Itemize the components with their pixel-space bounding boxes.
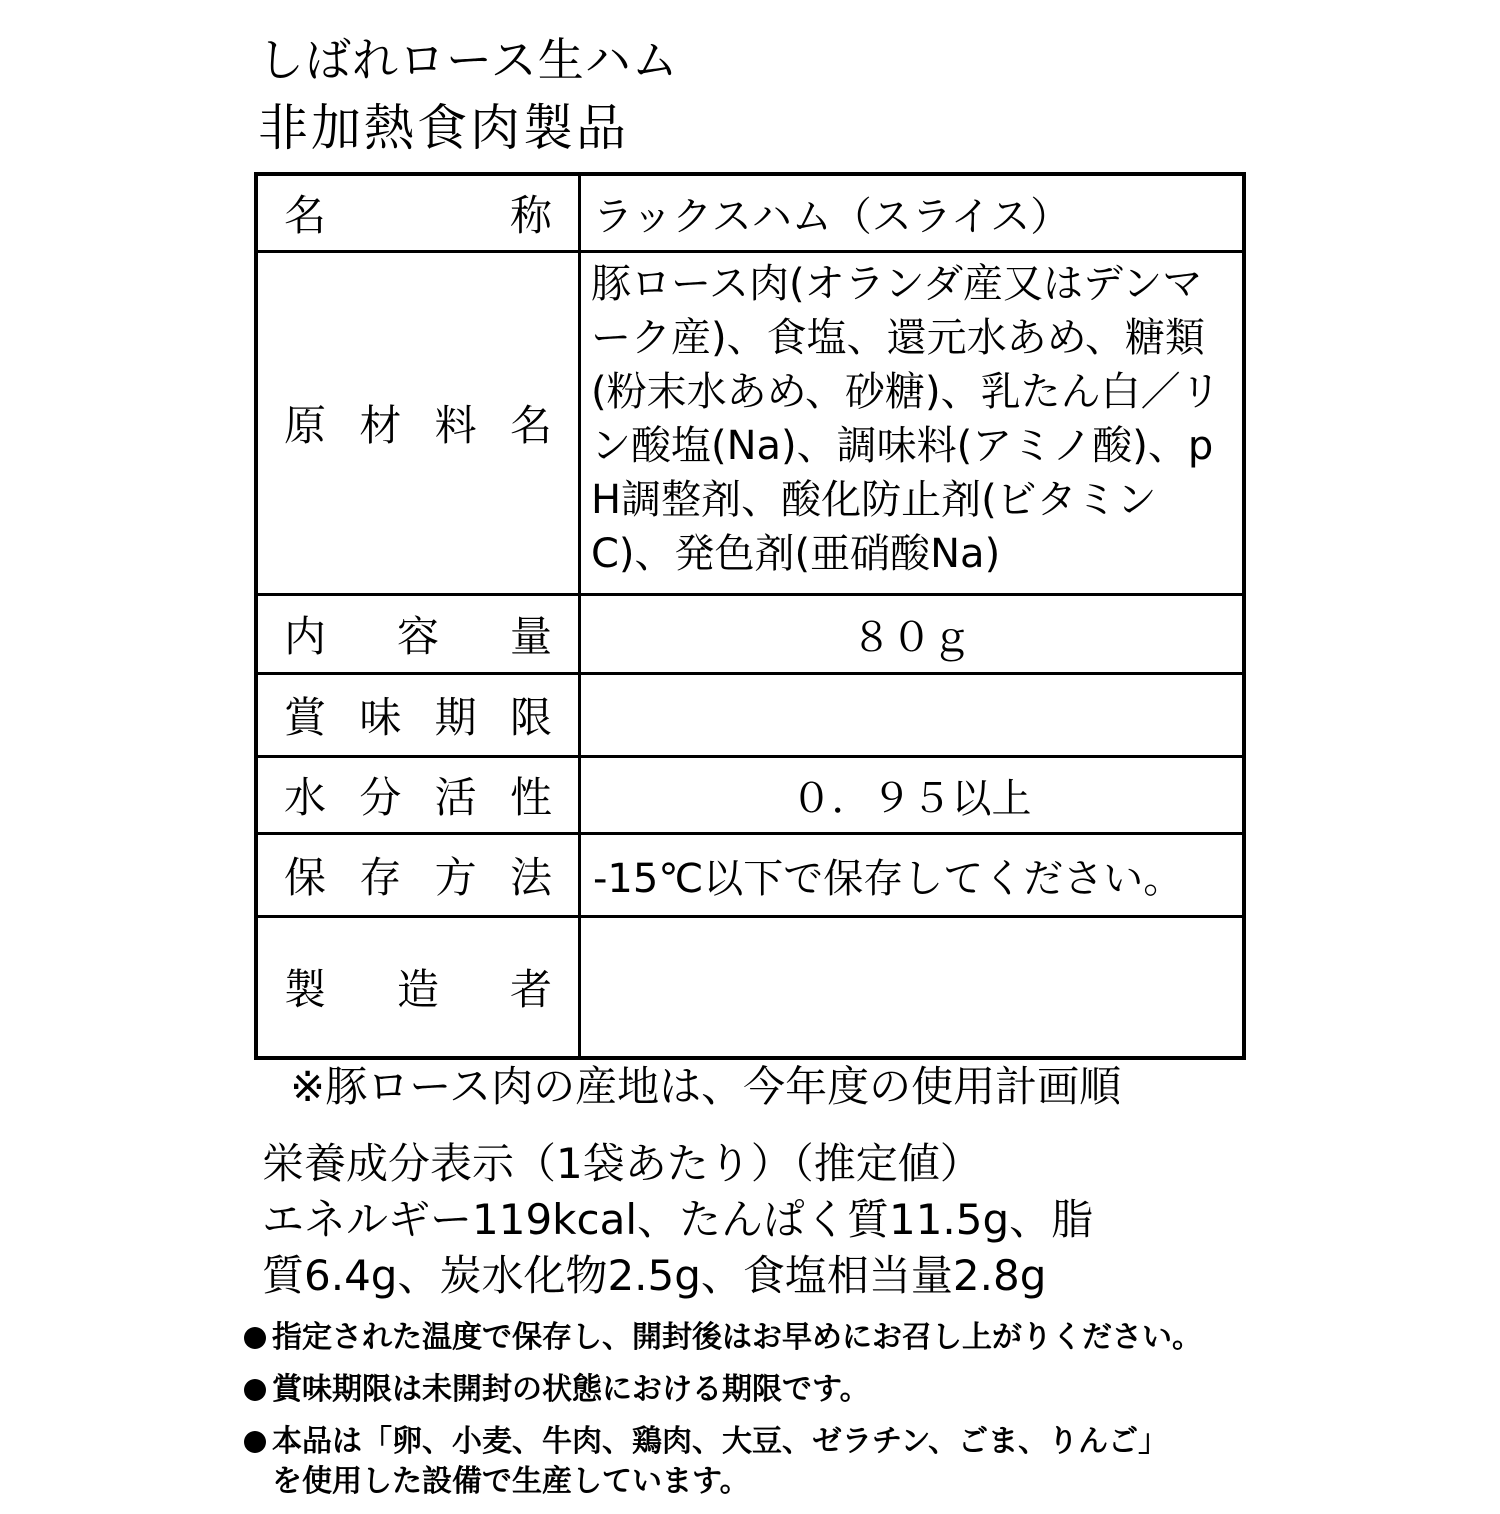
value-name: ラックスハム（スライス）	[580, 174, 1245, 252]
value-expiry	[580, 674, 1245, 757]
nutrition-facts	[262, 1136, 1252, 1304]
label-expiry: 賞味期限	[256, 674, 580, 757]
caution-text	[272, 1422, 1168, 1502]
caution-text: 指定された温度で保存し、開封後はお早めにお召し上がりください。	[272, 1320, 1202, 1355]
bullet-dot-icon	[244, 1431, 266, 1453]
value-ingredients: 豚ロース肉(オランダ産又はデンマーク産)、食塩、還元水あめ、糖類(粉末水あめ、砂糖)、乳たん白／リン酸塩(Na)、調味料(アミノ酸)、pH調整剤、酸化防止剤(ビタミンC)、発色剤(亜硝酸Na)	[580, 252, 1245, 595]
label-content: 内 容 量	[256, 595, 580, 674]
product-category: 非加熱食肉製品	[258, 99, 629, 157]
value-content: ８０ｇ	[580, 595, 1245, 674]
table-row-water-activity	[256, 757, 1244, 834]
table-row-storage	[256, 834, 1244, 917]
table-row-name	[256, 174, 1244, 252]
value-manufacturer	[580, 917, 1245, 1059]
bullet-dot-icon	[244, 1327, 266, 1349]
list-item	[244, 1370, 1254, 1410]
bullet-dot-icon	[244, 1379, 266, 1401]
list-item	[244, 1422, 1254, 1502]
label-manufacturer: 製 造 者	[256, 917, 580, 1059]
label-water-activity: 水分活性	[256, 757, 580, 834]
label-table	[254, 172, 1246, 1060]
caution-text-line-1: 本品は「卵、小麦、牛肉、鶏肉、大豆、ゼラチン、ごま、りんご」	[272, 1424, 1169, 1459]
caution-text-line-2: を使用した設備で生産しています。	[272, 1464, 750, 1499]
value-water-activity: ０．９５以上	[580, 757, 1245, 834]
table-row-ingredients	[256, 252, 1244, 595]
nutrition-line-2: 質6.4g、炭水化物2.5g、食塩相当量2.8g	[262, 1251, 1047, 1300]
table-row-expiry	[256, 674, 1244, 757]
label-storage: 保存方法	[256, 834, 580, 917]
nutrition-title: 栄養成分表示（1袋あたり）（推定値）	[262, 1139, 982, 1188]
caution-text: 賞味期限は未開封の状態における期限です。	[272, 1372, 870, 1407]
nutrition-line-1: エネルギー119kcal、たんぱく質11.5g、脂	[262, 1195, 1094, 1244]
table-row-manufacturer	[256, 917, 1244, 1059]
table-row-content	[256, 595, 1244, 674]
origin-note: ※豚ロース肉の産地は、今年度の使用計画順	[290, 1062, 1122, 1111]
caution-list	[244, 1318, 1254, 1514]
list-item	[244, 1318, 1254, 1358]
value-storage: -15℃以下で保存してください。	[580, 834, 1245, 917]
label-ingredients: 原材料名	[256, 252, 580, 595]
label-name: 名 称	[256, 174, 580, 252]
product-name: しばれロース生ハム	[258, 33, 679, 87]
